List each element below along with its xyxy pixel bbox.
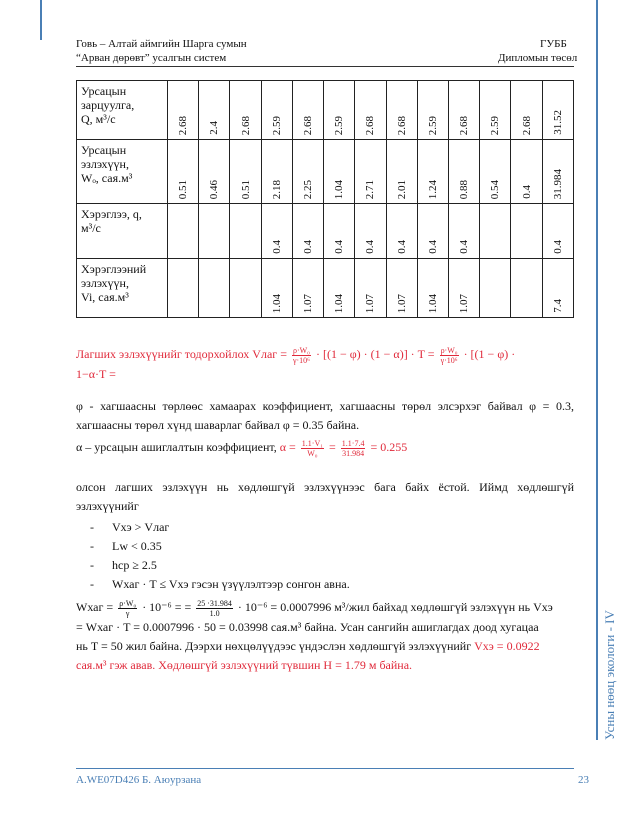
table-cell: 0.4 (448, 204, 479, 259)
table-cell: 0.51 (168, 140, 199, 204)
wxag-line3-red: Vхэ = 0.0922 (474, 638, 540, 653)
table-row (77, 259, 574, 318)
table-cell: 1.07 (292, 259, 323, 318)
table-cell (480, 204, 511, 259)
table-row (77, 204, 574, 259)
alpha-paragraph: α – урсацын ашиглалтын коэффициент, α = $\frac{\text{1.1·V₁}}{\text{W₀}}$ = $\frac{1.1\cdot 7.4}{31.984}$ = 0.255 (76, 438, 408, 458)
table-cell: 2.68 (230, 81, 261, 140)
table-cell: 31.52 (542, 81, 573, 140)
table-cell: 2.68 (168, 81, 199, 140)
list-item: - Lw < 0.35 (90, 537, 350, 556)
table-cell: 1.24 (417, 140, 448, 204)
page-frame-right (596, 0, 598, 740)
table-cell: 2.68 (355, 81, 386, 140)
row-label-line: эзлэхүүн, (81, 276, 129, 290)
row-label-line: эзлэхүүн, (81, 157, 129, 171)
table-row (77, 140, 574, 204)
table-cell: 0.88 (448, 140, 479, 204)
row-label-line: Vi, сая.м³ (81, 290, 129, 304)
table-cell: 0.4 (261, 204, 292, 259)
list-item: - Vхэ > Vлаг (90, 518, 350, 537)
footer-rule (76, 768, 574, 769)
table-cell: 2.59 (324, 81, 355, 140)
table-cell: 7.4 (542, 259, 573, 318)
list-item: - Wхаг · T ≤ Vхэ гэсэн үзүүлэлтээр сонгон авна. (90, 575, 350, 594)
table-cell: 2.68 (292, 81, 323, 140)
table-cell: 0.4 (417, 204, 448, 259)
table-cell: 0.4 (355, 204, 386, 259)
row-label (77, 140, 168, 204)
header-right-line1: ГУББ (540, 38, 567, 50)
formula-lagh (76, 345, 574, 384)
footer-author: A.WE07D426 Б. Аюурзана (76, 774, 202, 786)
row-label-line: Хэрэглээний (81, 262, 147, 276)
table-cell: 2.25 (292, 140, 323, 204)
alpha-eq: α = (279, 440, 296, 454)
header-left-line1: Говь – Алтай аймгийн Шарга сумын (76, 38, 247, 50)
table-cell: 0.4 (511, 140, 542, 204)
row-label-line: зарцуулга, (81, 98, 135, 112)
table-cell: 2.68 (511, 81, 542, 140)
table-cell: 2.01 (386, 140, 417, 204)
table-cell: 1.04 (261, 259, 292, 318)
table-cell: 0.54 (480, 140, 511, 204)
row-label-line: м³/с (81, 221, 101, 235)
row-label (77, 204, 168, 259)
wxag-mid1: · 10⁻⁶ = = (142, 600, 192, 614)
table-cell: 1.04 (324, 140, 355, 204)
alpha-prefix: α – урсацын ашиглалтын коэффициент, (76, 440, 277, 454)
table-cell (168, 259, 199, 318)
wxag-frac2: $\frac{25 \cdot 31.984}{1.0}$ (197, 598, 232, 618)
alpha-result: = 0.255 (370, 440, 408, 454)
wxag-line2: = Wхаг · T = 0.0007996 · 50 = 0.03998 сая.м³ байна. Усан сангийн ашиглагдах доод хугацаа (76, 619, 539, 634)
table-cell: 1.07 (448, 259, 479, 318)
data-table (76, 80, 574, 318)
table-cell (230, 259, 261, 318)
header-right-line2: Дипломын төсөл (498, 52, 578, 64)
table-cell: 0.46 (199, 140, 230, 204)
table-cell (480, 259, 511, 318)
phi-paragraph: φ - хагшаасны төрлөөс хамаарах коэффициент, хагшаасны төрөл элсэрхэг байвал φ = 0.3, хагшаасны төрөл хүнд шаварлаг байвал φ = 0.35 байна. (76, 399, 574, 432)
page-frame-left (40, 0, 42, 40)
row-label-line: Q, м³/с (81, 112, 116, 126)
wxag-line4-red: сая.м³ гэж авав. Хөдлөшгүй эзлэхүүний түвшин H = 1.79 м байна. (76, 657, 413, 672)
wxag-line3: нь T = 50 жил байна. Дээрхи нөхцөлүүдээс үндэслэн хөдлөшгүй эзлэхүүнийг (76, 638, 472, 653)
table-cell: 2.59 (417, 81, 448, 140)
table-cell: 2.59 (261, 81, 292, 140)
table-cell: 2.68 (448, 81, 479, 140)
table-cell (199, 204, 230, 259)
alpha-frac2: $\frac{1.1\cdot 7.4}{31.984}$ (341, 438, 365, 458)
row-label (77, 259, 168, 318)
table-cell: 0.4 (324, 204, 355, 259)
formula-lagh-mid: · [(1 − φ) · (1 − α)] · T = (315, 347, 435, 361)
formula-lagh-tail: · [(1 − φ) · (463, 347, 516, 361)
formula-lagh-line2: 1−α·T = (76, 366, 116, 381)
formula-lagh-frac2: $\frac{\text{ρ·W₀}}{\text{γ·10⁶}}$ (440, 345, 458, 365)
row-label-line: Wₒ, сая.м³ (81, 171, 133, 185)
table-cell: 0.4 (386, 204, 417, 259)
table-cell: 2.59 (480, 81, 511, 140)
header-left-line2: “Арван дөрөвт” усалгын систем (76, 52, 227, 64)
table-cell: 2.68 (386, 81, 417, 140)
header-rule (76, 66, 574, 67)
table-cell: 1.07 (355, 259, 386, 318)
row-label-line: Хэрэглээ, q, (81, 207, 142, 221)
table-cell: 0.4 (292, 204, 323, 259)
table-cell: 1.04 (417, 259, 448, 318)
table-cell (511, 204, 542, 259)
row-label-line: Урсацын (81, 84, 127, 98)
table-cell: 1.04 (324, 259, 355, 318)
wxag-prefix: Wхаг = (76, 600, 114, 614)
table-cell: 2.4 (199, 81, 230, 140)
table-cell (230, 204, 261, 259)
conditions-list (90, 518, 350, 594)
table-cell: 0.4 (542, 204, 573, 259)
row-label (77, 81, 168, 140)
table-row (77, 81, 574, 140)
side-label: Усны нөөц экологи - IV (602, 610, 617, 740)
conclusion-paragraph: олсон лагших эзлэхүүн нь хөдлөшгүй эзлэхүүнээс бага байх ёстой. Иймд хөдлөшгүй эзлэхүүнийг (76, 480, 574, 513)
wxag-paragraph (76, 598, 574, 675)
formula-lagh-prefix: Лагших эзлэхүүнийг тодорхойлох Vлаг = (76, 347, 287, 361)
table-cell (199, 259, 230, 318)
list-item: - hср ≥ 2.5 (90, 556, 350, 575)
table-cell: 0.51 (230, 140, 261, 204)
formula-lagh-frac1: $\frac{\text{ρ·W₀}}{\text{γ·10⁶}}$ (292, 345, 310, 365)
wxag-frac1: $\frac{\text{ρ·W₀}}{\gamma}$ (119, 598, 137, 618)
alpha-frac1: $\frac{\text{1.1·V₁}}{\text{W₀}}$ (301, 438, 324, 458)
table-cell: 2.18 (261, 140, 292, 204)
table-cell (511, 259, 542, 318)
wxag-mid2: · 10⁻⁶ = 0.0007996 м³/жил байхад хөдлөшгүй эзлэхүүн нь Vхэ (237, 600, 553, 614)
table-cell: 1.07 (386, 259, 417, 318)
page-number: 23 (578, 774, 589, 786)
table-cell: 2.71 (355, 140, 386, 204)
row-label-line: Урсацын (81, 143, 127, 157)
table-cell (168, 204, 199, 259)
table-cell: 31.984 (542, 140, 573, 204)
